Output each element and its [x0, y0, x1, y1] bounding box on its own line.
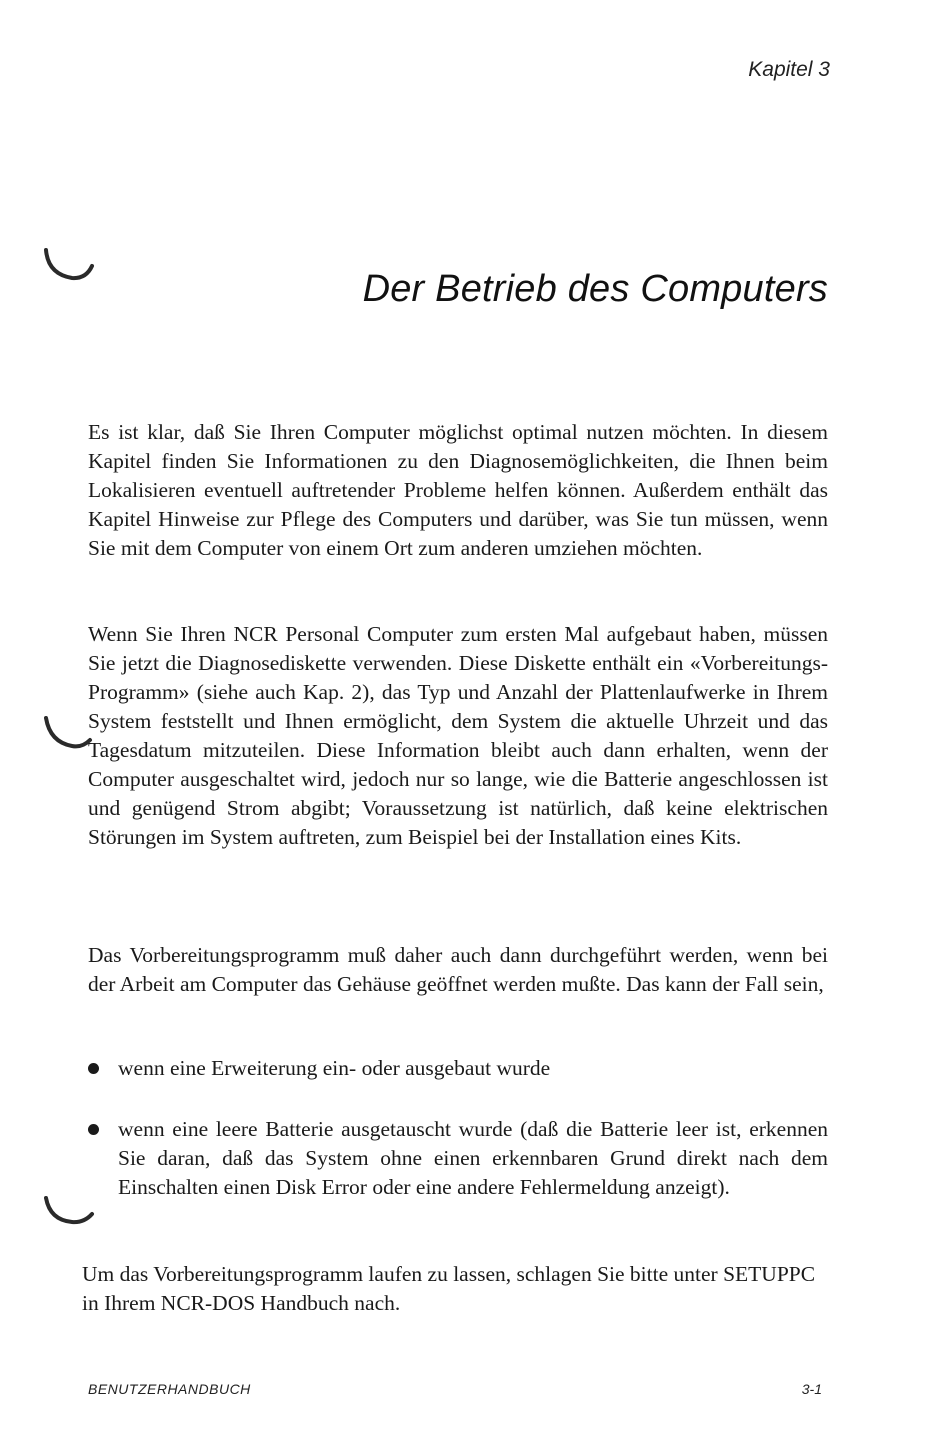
body-paragraph: Wenn Sie Ihren NCR Personal Computer zum ersten Mal aufgebaut haben, müssen Sie jetzt die Diagnosediskette verwenden. Diese Diskette enthält ein «Vorbereitungs-Programm» (siehe auch Kap. 2), das Typ und Anzahl der Plattenlaufwerke in Ihrem System feststellt und Ihnen ermöglicht, dem System die aktuelle Uhrzeit und das Tagesdatum mitzuteilen. Diese Information bleibt auch dann erhalten, wenn der Computer ausgeschaltet wird, jedoch nur so lange, wie die Batterie angeschlossen ist und genügend Strom abgibt; Voraussetzung ist natürlich, daß keine elektrischen Störungen im System auftreten, zum Beispiel bei der Installation eines Kits.: [88, 622, 828, 849]
punch-hole-mark-top: [38, 236, 98, 284]
running-head: Kapitel 3: [748, 58, 830, 81]
bullet-text: wenn eine Erweiterung ein- oder ausgebaut wurde: [118, 1056, 551, 1080]
closing-paragraph: Um das Vorbereitungsprogramm laufen zu lassen, schlagen Sie bitte unter SETUPPC in Ihrem NCR-DOS Handbuch nach.: [82, 1262, 816, 1315]
footer-page-number: 3-1: [801, 1381, 822, 1397]
body-paragraph: Es ist klar, daß Sie Ihren Computer möglichst optimal nutzen möchten. In diesem Kapitel finden Sie Informationen zu den Diagnosemöglichkeiten, die Ihnen beim Lokalisieren eventuell auftretender Probleme helfen können. Außerdem enthält das Kapitel Hinweise zur Pflege des Computers und darüber, was Sie tun müssen, wenn Sie mit dem Computer von einem Ort zum anderen umziehen möchten.: [88, 420, 828, 560]
bullet-text: wenn eine leere Batterie ausgetauscht wurde (daß die Batterie leer ist, erkennen Sie daran, daß das System ohne einen erkennbaren Grund direkt nach dem Einschalten einen Disk Error oder eine andere Fehlermeldung anzeigt).: [118, 1117, 828, 1199]
punch-hole-mark-bottom: [38, 1186, 98, 1230]
body-paragraph: Das Vorbereitungsprogramm muß daher auch dann durchgeführt werden, wenn bei der Arbeit am Computer das Gehäuse geöffnet werden mußte. Das kann der Fall sein,: [88, 943, 828, 996]
footer-manual-title: BENUTZERHANDBUCH: [88, 1381, 251, 1397]
bullet-dot-icon: [88, 1063, 99, 1074]
chapter-title: Der Betrieb des Computers: [362, 268, 828, 310]
bullet-dot-icon: [88, 1124, 99, 1135]
